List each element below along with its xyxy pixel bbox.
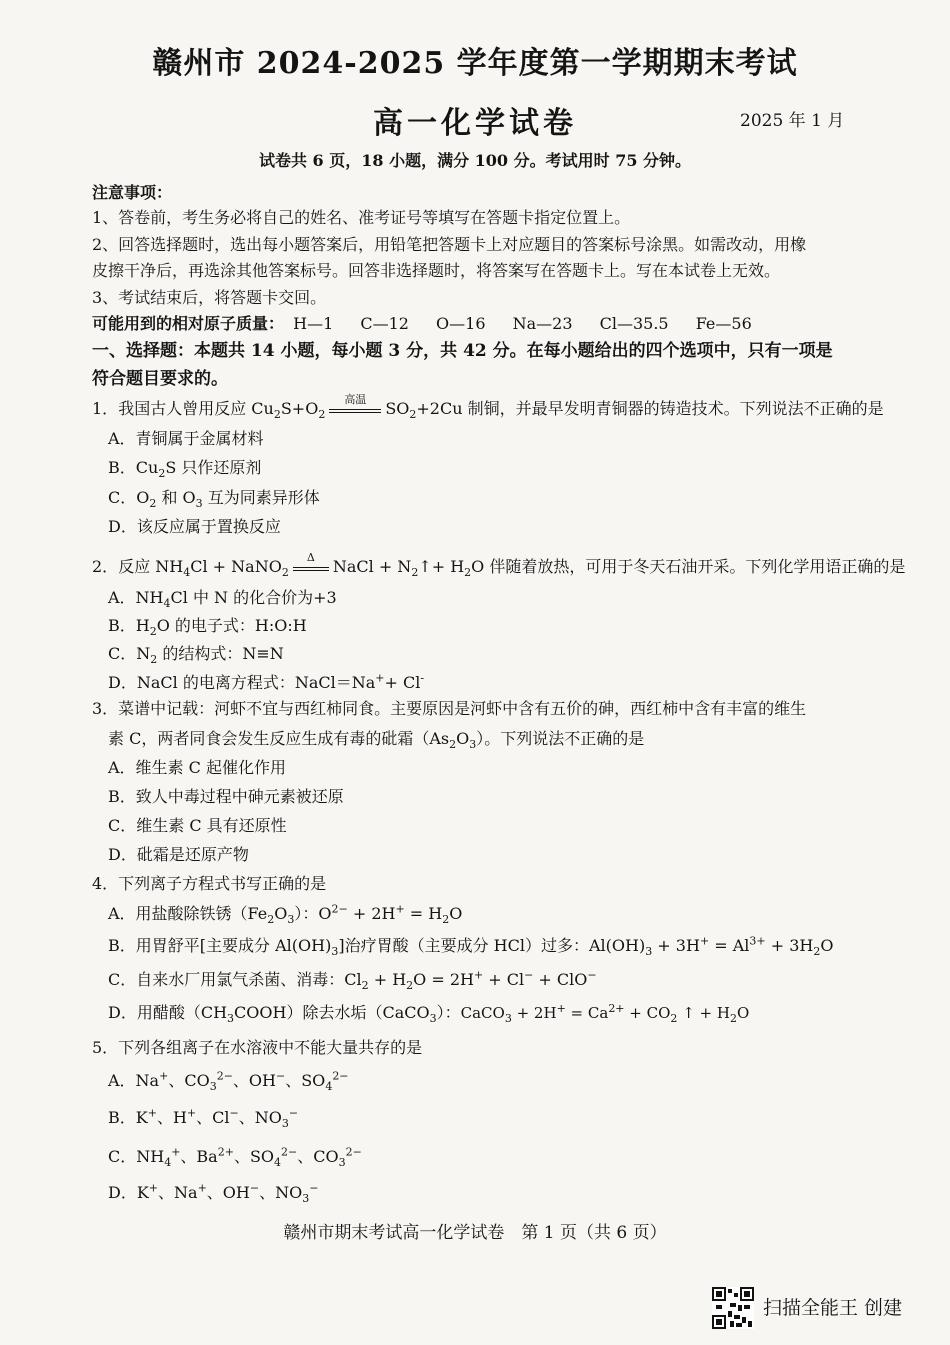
- section-1-line-2: 符合题目要求的。: [92, 369, 228, 389]
- exam-info: 试卷共 6 页，18 小题，满分 100 分。考试用时 75 分钟。: [258, 151, 692, 170]
- q5-option-a: A．Na+、$CO_3^{2-}$、OH−、$SO_4^{2-}$: [108, 1069, 349, 1094]
- q2-option-b: B．$H_2O$ 的电子式：H:O:H: [108, 616, 307, 639]
- q5-option-d: D．K+、Na+、OH−、$NO_3^-$: [108, 1181, 319, 1206]
- q4-option-b: B．用胃舒平[主要成分 $Al(OH)_3$]治疗胃酸（主要成分 HCl）过多：$Al(OH)_3 + 3H^+ = Al^{3+} + 3H_2O$: [108, 934, 834, 959]
- q1-option-d: D．该反应属于置换反应: [108, 517, 281, 536]
- mass-cl: Cl—35.5: [599, 314, 669, 333]
- q3-option-c: C．维生素 C 具有还原性: [108, 816, 287, 835]
- q5-option-b: B．K+、H+、Cl−、$NO_3^-$: [108, 1106, 299, 1131]
- reaction-condition-high-temp: 高温: [327, 400, 383, 420]
- mass-o: O—16: [436, 314, 486, 333]
- exam-date: 2025 年 1 月: [740, 111, 845, 131]
- note-item-3: 3、考试结束后，将答题卡交回。: [92, 288, 327, 307]
- notes-heading: 注意事项：: [92, 183, 173, 202]
- page-footer: 赣州市期末考试高一化学试卷 第 1 页（共 6 页）: [283, 1223, 667, 1243]
- qr-code-icon: [712, 1287, 754, 1329]
- mass-fe: Fe—56: [695, 314, 752, 333]
- q3-option-b: B．致人中毒过程中砷元素被还原: [108, 787, 344, 806]
- question-3-line-1: 3．菜谱中记载：河虾不宜与西红柿同食。主要原因是河虾中含有五价的砷，西红柿中含有丰富的维生: [92, 699, 807, 718]
- q2-option-c: C．$N_2$ 的结构式：N≡N: [108, 644, 284, 667]
- exam-title: 赣州市 2024-2025 学年度第一学期期末考试: [152, 46, 798, 81]
- question-3-line-2: 素 C，两者同食会发生反应生成有毒的砒霜$(As_2O_3)$。下列说法不正确的是: [108, 729, 645, 752]
- mass-h: H—1: [293, 314, 334, 333]
- mass-c: C—12: [360, 314, 409, 333]
- reaction-condition-heat: Δ: [291, 558, 331, 578]
- question-5-stem: 5．下列各组离子在水溶液中不能大量共存的是: [92, 1038, 423, 1057]
- q4-option-c: C．自来水厂用氯气杀菌、消毒：$Cl_2 + H_2O = 2H^+ + Cl^- + ClO^-$: [108, 968, 597, 993]
- atomic-masses: [92, 311, 752, 334]
- q1-option-a: A．青铜属于金属材料: [108, 429, 264, 448]
- q1-option-c: C．$O_2$ 和 $O_3$ 互为同素异形体: [108, 488, 320, 511]
- section-1-line-1: 一、选择题：本题共 14 小题，每小题 3 分，共 42 分。在每小题给出的四个选项中，只有一项是: [92, 341, 833, 361]
- q4-option-a: A．用盐酸除铁锈$(Fe_2O_3)$：$O^{2-} + 2H^+ = H_2O$: [108, 902, 463, 927]
- q2-option-a: A．$NH_4Cl$ 中 N 的化合价为+3: [108, 588, 337, 611]
- q1-number: 1．: [92, 399, 119, 418]
- q5-option-c: C．$NH_4^+$、$Ba^{2+}$、$SO_4^{2-}$、$CO_3^{2-}$: [108, 1145, 362, 1170]
- mass-na: Na—23: [512, 314, 573, 333]
- note-item-2b: 皮擦干净后，再选涂其他答案标号。回答非选择题时，将答案写在答题卡上。写在本试卷上无效。: [92, 261, 781, 280]
- question-1-stem: 1．我国古人曾用反应 $Cu_2S+O_2$ 高温 $SO_2+2Cu$ 制铜，并最早发明青铜器的铸造技术。下列说法不正确的是: [92, 392, 884, 422]
- q1-option-b: B．$Cu_2S$ 只作还原剂: [108, 458, 262, 481]
- q2-number: 2．: [92, 557, 119, 576]
- note-item-2a: 2、回答选择题时，选出每小题答案后，用铅笔把答题卡上对应题目的答案标号涂黑。如需改动，用橡: [92, 235, 807, 254]
- atomic-masses-label: 可能用到的相对原子质量：: [92, 314, 285, 333]
- question-4-stem: 4．下列离子方程式书写正确的是: [92, 874, 327, 893]
- q3-option-d: D．砒霜是还原产物: [108, 845, 249, 864]
- scanner-watermark: 扫描全能王 创建: [763, 1297, 903, 1319]
- note-item-1: 1、答卷前，考生务必将自己的姓名、准考证号等填写在答题卡指定位置上。: [92, 208, 631, 227]
- q4-option-d: D．用醋酸$(CH_3COOH)$除去水垢（CaCO$_3$）：CaCO$_3$ + $2H^+ = Ca^{2+} + CO_2$ ↑ + $H_2O$: [108, 1002, 750, 1026]
- q2-option-d: D．NaCl 的电离方程式：NaCl＝Na++ Cl-: [108, 671, 425, 692]
- q3-option-a: A．维生素 C 起催化作用: [108, 758, 286, 777]
- question-2-stem: 2．反应 $NH_4Cl$ + NaNO$_2$ Δ NaCl + $N_2↑+ H_2O$ 伴随着放热，可用于冬天石油开采。下列化学用语正确的是: [92, 550, 906, 580]
- exam-subtitle: 高一化学试卷: [373, 106, 577, 141]
